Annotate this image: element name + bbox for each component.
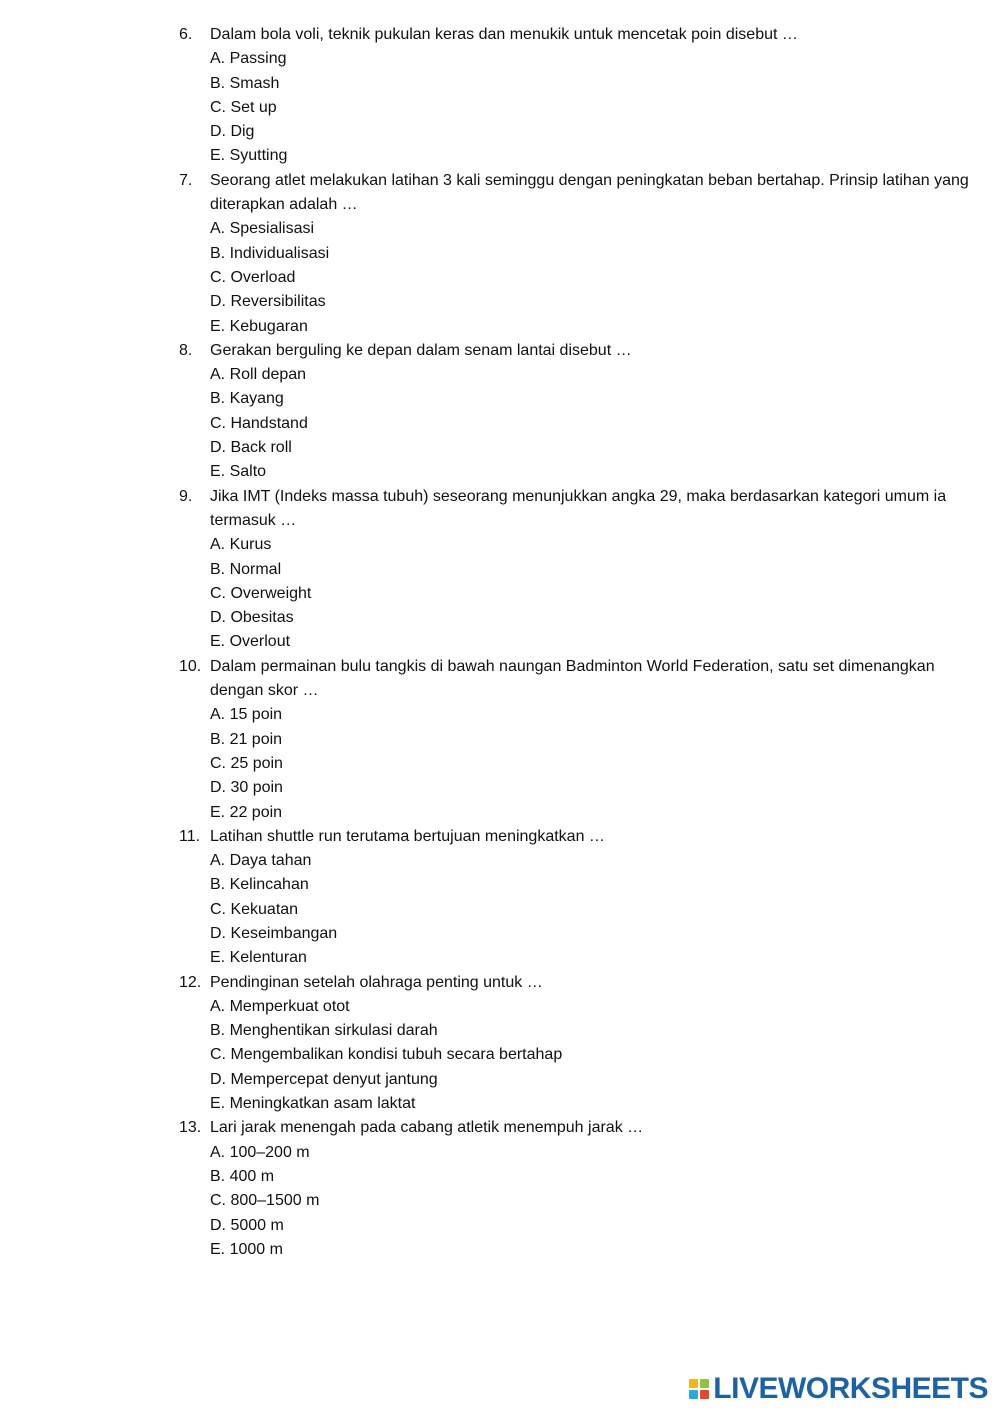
- answer-options: [210, 363, 969, 484]
- answer-options: [210, 217, 969, 338]
- question-text: Latihan shuttle run terutama bertujuan meningkatkan …: [210, 827, 605, 845]
- question-text: Dalam permainan bulu tangkis di bawah naungan Badminton World Federation, satu set dimenangkan dengan skor …: [210, 657, 935, 700]
- question-item: [179, 655, 969, 825]
- answer-option[interactable]: A. 100–200 m: [210, 1143, 310, 1161]
- answer-option[interactable]: B. Smash: [210, 74, 280, 92]
- answer-option[interactable]: C. Kekuatan: [210, 900, 299, 918]
- question-text: Jika IMT (Indeks massa tubuh) seseorang menunjukkan angka 29, maka berdasarkan kategori umum ia termasuk …: [210, 487, 947, 529]
- answer-option[interactable]: C. Overload: [210, 268, 296, 286]
- answer-options: [210, 1141, 969, 1262]
- question-text: Gerakan berguling ke depan dalam senam lantai disebut …: [210, 341, 632, 359]
- answer-option[interactable]: B. Menghentikan sirkulasi darah: [210, 1022, 438, 1040]
- answer-option[interactable]: B. 400 m: [210, 1167, 275, 1185]
- answer-option[interactable]: D. Mempercepat denyut jantung: [210, 1070, 438, 1088]
- answer-option[interactable]: C. 25 poin: [210, 754, 283, 772]
- question-item: [179, 23, 969, 169]
- question-text: Pendinginan setelah olahraga penting untuk …: [210, 973, 543, 991]
- question-item: [179, 339, 969, 485]
- answer-option[interactable]: C. Set up: [210, 98, 277, 116]
- question-item: [179, 169, 969, 339]
- answer-option[interactable]: D. Keseimbangan: [210, 924, 338, 942]
- answer-option[interactable]: E. 22 poin: [210, 803, 283, 821]
- question-item: [179, 1116, 969, 1262]
- answer-option[interactable]: C. Mengembalikan kondisi tubuh secara bertahap: [210, 1046, 563, 1064]
- answer-option[interactable]: B. Kelincahan: [210, 876, 309, 894]
- question-text: Lari jarak menengah pada cabang atletik menempuh jarak …: [210, 1119, 644, 1137]
- answer-option[interactable]: A. Memperkuat otot: [210, 997, 350, 1015]
- answer-option[interactable]: E. Syutting: [210, 147, 288, 165]
- answer-option[interactable]: A. Passing: [210, 50, 287, 68]
- answer-option[interactable]: D. Back roll: [210, 439, 292, 457]
- answer-option[interactable]: C. 800–1500 m: [210, 1192, 320, 1210]
- question-number: 10.: [179, 657, 202, 675]
- answer-option[interactable]: E. Salto: [210, 463, 267, 481]
- liveworksheets-logo: [689, 1374, 988, 1404]
- answer-option[interactable]: E. Kebugaran: [210, 317, 308, 335]
- answer-option[interactable]: D. 5000 m: [210, 1216, 284, 1234]
- answer-option[interactable]: B. Individualisasi: [210, 244, 330, 262]
- question-number: 13.: [179, 1119, 202, 1137]
- question-text: Dalam bola voli, teknik pukulan keras dan menukik untuk mencetak poin disebut …: [210, 26, 798, 43]
- answer-option[interactable]: D. Reversibilitas: [210, 293, 326, 311]
- question-number: 9.: [179, 487, 193, 505]
- answer-option[interactable]: A. 15 poin: [210, 706, 283, 724]
- answer-option[interactable]: A. Roll depan: [210, 366, 307, 384]
- answer-option[interactable]: E. Meningkatkan asam laktat: [210, 1095, 416, 1113]
- answer-option[interactable]: C. Handstand: [210, 414, 308, 432]
- answer-options: [210, 703, 969, 824]
- answer-option[interactable]: A. Daya tahan: [210, 852, 312, 870]
- answer-option[interactable]: E. Kelenturan: [210, 949, 307, 967]
- question-number: 8.: [179, 341, 193, 359]
- logo-text: LIVEWORKSHEETS: [713, 1372, 988, 1405]
- question-list: [179, 23, 969, 1262]
- answer-options: [210, 533, 969, 654]
- answer-option[interactable]: B. 21 poin: [210, 730, 283, 748]
- question-text: Seorang atlet melakukan latihan 3 kali seminggu dengan peningkatan beban bertahap. Prinsip latihan yang diterapkan adalah …: [210, 171, 969, 214]
- question-item: [179, 825, 969, 971]
- answer-option[interactable]: D. Obesitas: [210, 609, 294, 627]
- answer-option[interactable]: E. 1000 m: [210, 1240, 283, 1258]
- answer-option[interactable]: B. Kayang: [210, 390, 284, 408]
- question-number: 12.: [179, 973, 202, 991]
- question-number: 11.: [179, 827, 201, 845]
- question-item: [179, 971, 969, 1117]
- logo-mark-icon: [689, 1379, 709, 1399]
- answer-options: [210, 849, 969, 970]
- answer-option[interactable]: D. 30 poin: [210, 779, 283, 797]
- question-number: 6.: [179, 26, 193, 43]
- answer-option[interactable]: E. Overlout: [210, 633, 291, 651]
- answer-option[interactable]: D. Dig: [210, 123, 255, 141]
- question-number: 7.: [179, 171, 193, 189]
- answer-options: [210, 995, 969, 1116]
- answer-option[interactable]: A. Spesialisasi: [210, 220, 315, 238]
- answer-option[interactable]: C. Overweight: [210, 584, 312, 602]
- answer-option[interactable]: A. Kurus: [210, 536, 272, 554]
- answer-options: [210, 47, 969, 168]
- answer-option[interactable]: B. Normal: [210, 560, 282, 578]
- question-item: [179, 485, 969, 655]
